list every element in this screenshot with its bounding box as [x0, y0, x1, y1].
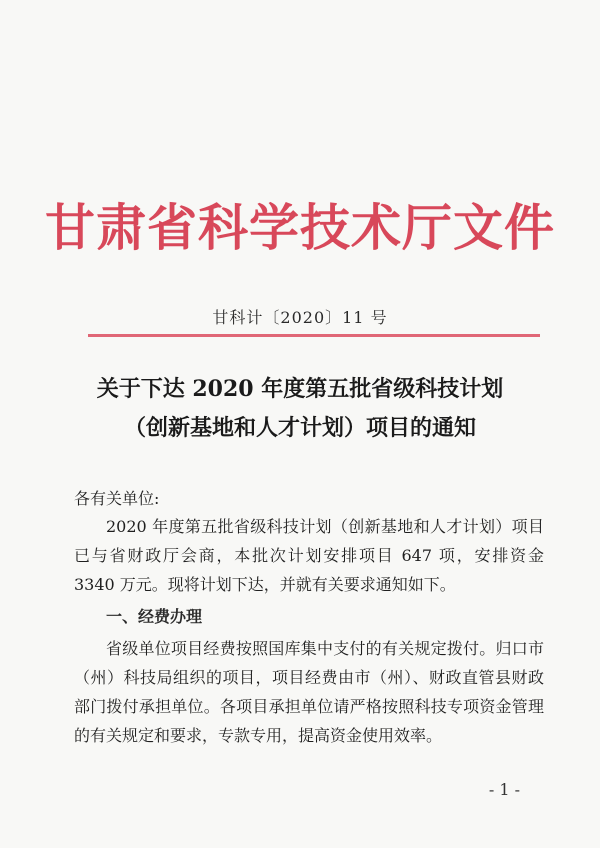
notice-title-line-2: （创新基地和人才计划）项目的通知: [123, 415, 476, 441]
document-header-title: 甘肃省科学技术厅文件: [45, 198, 555, 257]
red-divider-rule: [88, 334, 540, 337]
intro-paragraph: 2020 年度第五批省级科技计划（创新基地和人才计划）项目已与省财政厅会商，本批次计划安排项目 647 项，安排资金 3340 万元。现将计划下达，并就有关要求通知如下。: [74, 517, 544, 594]
salutation: 各有关单位:: [74, 489, 160, 508]
section-heading-funding: 一、经费办理: [106, 607, 203, 626]
page-number: - 1 -: [488, 780, 520, 799]
notice-title-line-1: 关于下达 2020 年度第五批省级科技计划: [96, 376, 504, 402]
section-funding-body: 省级单位项目经费按照国库集中支付的有关规定拨付。归口市（州）科技局组织的项目，项目经费由市（州）、财政直管县财政部门拨付承担单位。各项目承担单位请严格按照科技专项资金管理的有关规定和要求，专款专用，提高资金使用效率。: [74, 639, 544, 745]
document-number: 甘科计〔2020〕11 号: [212, 308, 388, 327]
